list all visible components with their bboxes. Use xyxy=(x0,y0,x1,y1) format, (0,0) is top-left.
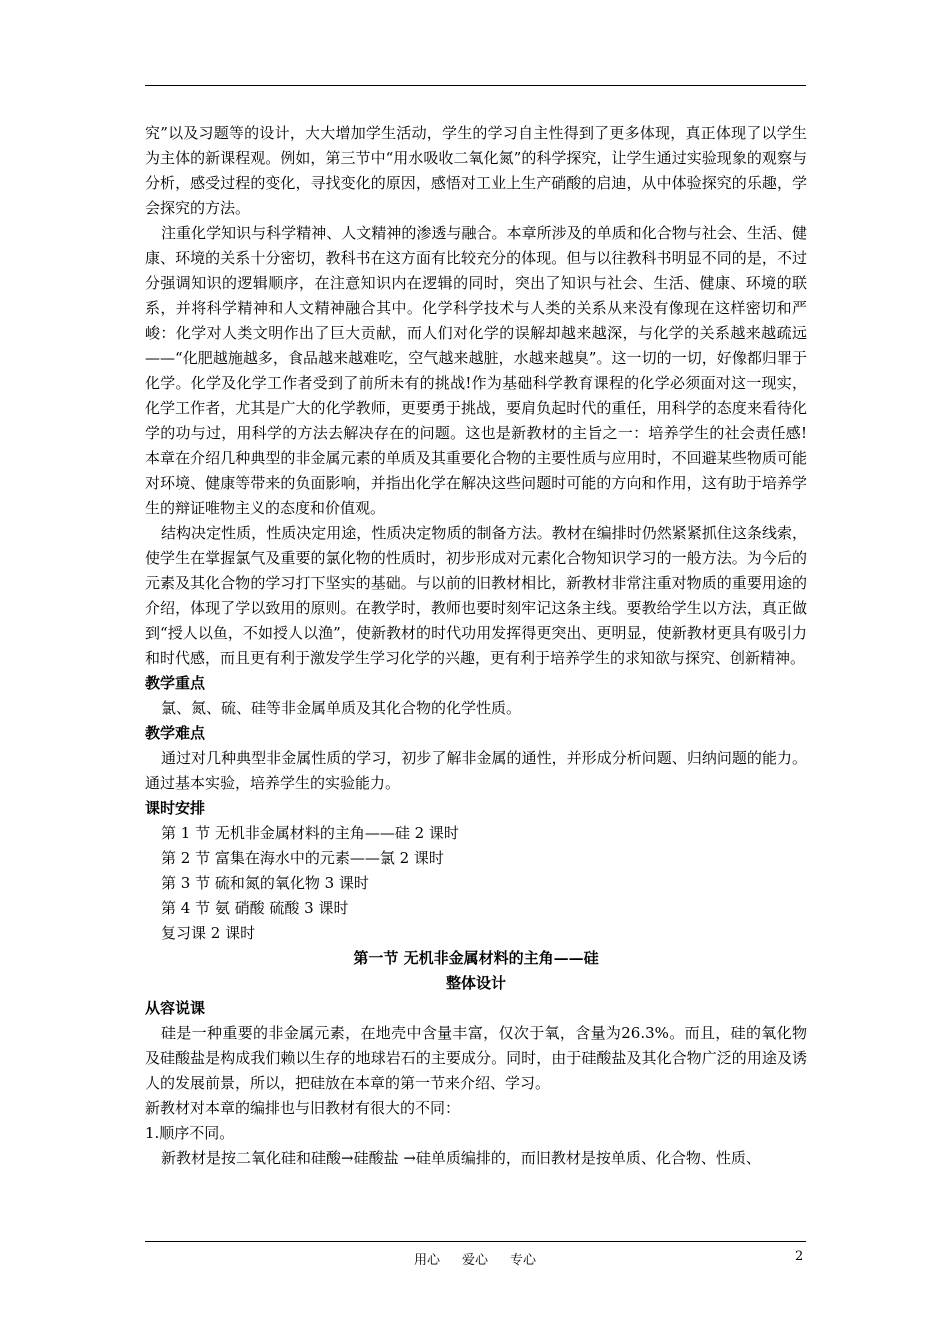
schedule-item: 第 2 节 富集在海水中的元素——氯 2 课时 xyxy=(161,849,444,867)
footer-slogan-word: 用心 xyxy=(413,1253,440,1268)
section-subtitle: 整体设计 xyxy=(445,974,506,992)
paragraph-continuation: 究”以及习题等的设计，大大增加学生活动，学生的学习自主性得到了更多体现，真正体现了以学生为主体的新课程观。例如，第三节中“用水吸收二氧化氮”的科学探究，让学生通过实验现象的观察与分析，感受过程的变化，寻找变化的原因，感悟对工业上生产硝酸的启迪，从中体验探究的乐趣，学会探究的方法。 xyxy=(145,124,807,217)
page-body xyxy=(145,121,807,1171)
paragraph-humanities: 注重化学知识与科学精神、人文精神的渗透与融合。本章所涉及的单质和化合物与社会、生活、健康、环境的关系十分密切，教科书在这方面有比较充分的体现。但与以往教科书明显不同的是，不过分强调知识的逻辑顺序，在注意知识内在逻辑的同时，突出了知识与社会、生活、健康、环境的联系，并将科学精神和人文精神融合其中。化学科学技术与人类的关系从来没有像现在这样密切和严峻：化学对人类文明作出了巨大贡献，而人们对化学的误解却越来越深，与化学的关系越来越疏远——“化肥越施越多，食品越来越难吃，空气越来越脏，水越来越臭”。这一切的一切，好像都归罪于化学。化学及化学工作者受到了前所未有的挑战!作为基础科学教育课程的化学必须面对这一现实，化学工作者，尤其是广大的化学教师，更要勇于挑战，要肩负起时代的重任，用科学的态度来看待化学的功与过，用科学的方法去解决存在的问题。这也是新教材的主旨之一：培养学生的社会责任感!本章在介绍几种典型的非金属元素的单质及其重要化合物的主要性质与应用时，不回避某些物质可能对环境、健康等带来的负面影响，并指出化学在解决这些问题时可能的方向和作用，这有助于培养学生的辩证唯物主义的态度和价值观。 xyxy=(145,224,807,517)
key-points-heading: 教学重点 xyxy=(145,674,206,692)
footer-slogan xyxy=(0,1249,950,1268)
schedule-item: 第 1 节 无机非金属材料的主角——硅 2 课时 xyxy=(161,824,459,842)
lecture-heading: 从容说课 xyxy=(145,999,206,1017)
key-points-text: 氯、氮、硫、硅等非金属单质及其化合物的化学性质。 xyxy=(161,699,522,717)
footer-slogan-word: 专心 xyxy=(510,1253,537,1268)
footer-rule xyxy=(145,1241,806,1242)
difficulties-text: 通过对几种典型非金属性质的学习，初步了解非金属的通性，并形成分析问题、归纳问题的能力。通过基本实验，培养学生的实验能力。 xyxy=(145,749,807,792)
difficulties-heading: 教学难点 xyxy=(145,724,206,742)
schedule-heading: 课时安排 xyxy=(145,799,206,817)
lecture-paragraph: 新教材对本章的编排也与旧教材有很大的不同： xyxy=(145,1099,461,1117)
schedule-item: 复习课 2 课时 xyxy=(161,924,256,942)
paragraph-structure: 结构决定性质，性质决定用途，性质决定物质的制备方法。教材在编排时仍然紧紧抓住这条线索，使学生在掌握氯气及重要的氯化物的性质时，初步形成对元素化合物知识学习的一般方法。为今后的元素及其化合物的学习打下坚实的基础。与以前的旧教材相比，新教材非常注重对物质的重要用途的介绍，体现了学以致用的原则。在教学时，教师也要时刻牢记这条主线。要教给学生以方法，真正做到“授人以鱼，不如授人以渔”，使新教材的时代功用发挥得更突出、更明显，使新教材更具有吸引力和时代感，而且更有利于激发学生学习化学的兴趣，更有利于培养学生的求知欲与探究、创新精神。 xyxy=(145,524,807,667)
lecture-paragraph: 硅是一种重要的非金属元素，在地壳中含量丰富，仅次于氧，含量为26.3%。而且，硅的氧化物及硅酸盐是构成我们赖以生存的地球岩石的主要成分。同时，由于硅酸盐及其化合物广泛的用途及诱人的发展前景，所以，把硅放在本章的第一节来介绍、学习。 xyxy=(145,1024,807,1092)
schedule-item: 第 4 节 氨 硝酸 硫酸 3 课时 xyxy=(161,899,349,917)
header-rule xyxy=(145,85,806,86)
schedule-item: 第 3 节 硫和氮的氧化物 3 课时 xyxy=(161,874,369,892)
schedule-list xyxy=(145,821,807,946)
footer-slogan-word: 爱心 xyxy=(461,1253,488,1268)
section-title: 第一节 无机非金属材料的主角——硅 xyxy=(353,949,599,967)
page-footer xyxy=(0,1249,950,1271)
lecture-paragraph: 新教材是按二氧化硅和硅酸→硅酸盐 →硅单质编排的，而旧教材是按单质、化合物、性质、 xyxy=(161,1149,761,1167)
lecture-list-item: 1.顺序不同。 xyxy=(145,1124,235,1142)
page-number: 2 xyxy=(795,1249,804,1264)
